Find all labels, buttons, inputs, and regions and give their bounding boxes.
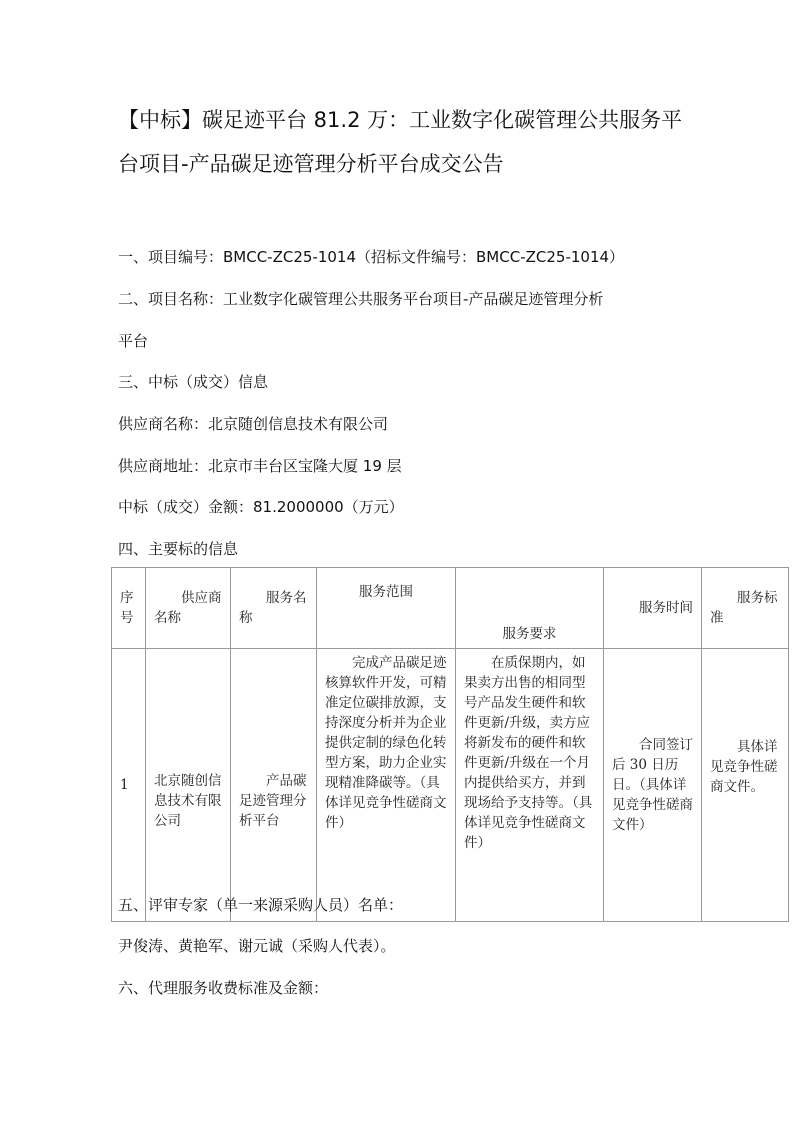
cell-requirement: 在质保期内，如果卖方出售的相同型号产品发生硬件和软件更新/升级，卖方应将新发布的硬件和软件更新/升级在一个月内提供给买方，并到现场给予支持等。（具体详见竞争性磋商文件） <box>456 649 604 922</box>
header-index: 序号 <box>112 568 146 649</box>
cell-supplier: 北京随创信息技术有限公司 <box>146 649 231 922</box>
supplier-address: 供应商地址：北京市丰台区宝隆大厦 19 层 <box>118 457 402 475</box>
table-row <box>112 649 789 922</box>
award-amount: 中标（成交）金额：81.2000000（万元） <box>118 498 404 516</box>
main-items-table <box>111 567 789 922</box>
agency-fee-heading: 六、代理服务收费标准及金额： <box>118 979 329 997</box>
cell-index: 1 <box>112 649 146 922</box>
header-supplier: 供应商名称 <box>146 568 231 649</box>
header-requirement: 服务要求 <box>456 568 604 649</box>
experts-heading: 五、评审专家（单一来源采购人员）名单： <box>118 896 404 914</box>
cell-service-name: 产品碳足迹管理分析平台 <box>231 649 317 922</box>
page-title: 【中标】碳足迹平台 81.2 万：工业数字化碳管理公共服务平台项目-产品碳足迹管理分析平台成交公告 <box>118 108 683 176</box>
header-scope: 服务范围 <box>317 568 456 649</box>
project-name-line2: 平台 <box>118 332 149 350</box>
header-service-name: 服务名称 <box>231 568 317 649</box>
supplier-name: 供应商名称：北京随创信息技术有限公司 <box>118 415 389 433</box>
main-items-heading: 四、主要标的信息 <box>118 540 239 558</box>
award-info-heading: 三、中标（成交）信息 <box>118 373 269 391</box>
project-number: 一、项目编号：BMCC-ZC25-1014（招标文件编号：BMCC-ZC25-1014） <box>118 248 625 266</box>
cell-standard: 具体详见竞争性磋商文件。 <box>702 649 789 922</box>
project-name-line1: 二、项目名称：工业数字化碳管理公共服务平台项目-产品碳足迹管理分析 <box>118 290 604 308</box>
header-standard: 服务标准 <box>702 568 789 649</box>
table-header-row <box>112 568 789 649</box>
cell-time: 合同签订后 30 日历日。（具体详见竞争性磋商文件） <box>604 649 702 922</box>
header-time: 服务时间 <box>604 568 702 649</box>
cell-scope: 完成产品碳足迹核算软件开发，可精准定位碳排放源，支持深度分析并为企业提供定制的绿色化转型方案，助力企业实现精准降碳等。（具体详见竞争性磋商文件） <box>317 649 456 922</box>
experts-list: 尹俊涛、黄艳军、谢元诚（采购人代表）。 <box>118 937 396 955</box>
